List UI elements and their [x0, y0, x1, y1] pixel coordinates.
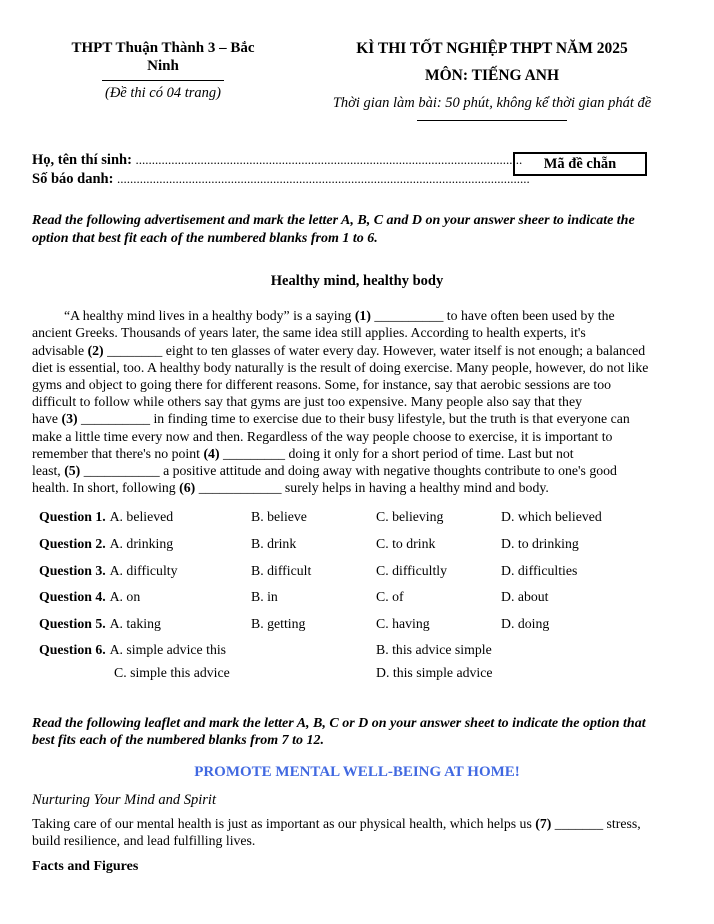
- leaflet-paragraph-line: build resilience, and lead fulfilling lives.: [32, 833, 256, 849]
- header-exam-block: [294, 40, 682, 121]
- leaflet-paragraph: [32, 815, 682, 849]
- option-c: C. difficultly: [376, 562, 448, 578]
- school-name-line1: THPT Thuận Thành 3 – Bắc: [71, 40, 255, 56]
- instruction-blanks-1-6: [32, 212, 682, 247]
- option-c: C. to drink: [376, 536, 436, 552]
- option-c: C. simple this advice: [114, 664, 230, 680]
- passage-title: Healthy mind, healthy body: [270, 273, 444, 290]
- question-cell-a: [39, 535, 251, 552]
- option-c: C. having: [376, 615, 430, 631]
- passage-line: least, (5) ___________ a positive attitude and doing away with negative thoughts contribute to one's good: [32, 463, 617, 479]
- option-d: D. to drinking: [501, 536, 579, 552]
- instruction-line: Read the following leaflet and mark the letter A, B, C or D on your answer sheet to indicate the option that: [32, 715, 646, 731]
- questions-list: [39, 508, 682, 680]
- question-cell-a: [39, 588, 251, 605]
- question-row-2: [39, 535, 682, 552]
- instruction-line: option that best fit each of the numbered blanks from 1 to 6.: [32, 230, 378, 246]
- option-a: A. on: [109, 589, 141, 605]
- question-number: Question 4.: [39, 589, 106, 605]
- passage-line: “A healthy mind lives in a healthy body” is a saying (1) __________ to have often been used by the: [64, 308, 615, 324]
- option-a: A. difficulty: [109, 562, 178, 578]
- student-name-fill-line: .......................................................................................................................: [135, 152, 523, 167]
- option-b: B. drink: [251, 536, 297, 552]
- question-row-6-bottom: [114, 664, 682, 681]
- exam-subject: MÔN: TIẾNG ANH: [424, 67, 560, 84]
- exam-divider-rule: [417, 120, 567, 121]
- leaflet-promo-title: PROMOTE MENTAL WELL-BEING AT HOME!: [194, 764, 520, 781]
- passage-body: [32, 307, 682, 496]
- exam-code-box: Mã đề chẵn: [513, 152, 647, 176]
- question-row-6-top: [39, 641, 682, 658]
- leaflet-subtitle: Nurturing Your Mind and Spirit: [32, 792, 216, 809]
- passage-line: ancient Greeks. Thousands of years later, the same idea still applies. According to health experts, it's: [32, 325, 586, 341]
- pages-note: (Đề thi có 04 trang): [105, 85, 221, 101]
- student-name-label: Họ, tên thí sinh:: [32, 152, 132, 168]
- question-number: Question 3.: [39, 562, 106, 578]
- exam-duration-note: Thời gian làm bài: 50 phút, không kể thời gian phát đề: [332, 95, 652, 111]
- instruction-line: Read the following advertisement and mark the letter A, B, C and D on your answer sheer to indicate the: [32, 213, 635, 228]
- option-b: B. in: [251, 589, 278, 605]
- passage-line: make a little time every now and then. Regardless of the way people choose to exercise, it is important to: [32, 428, 613, 444]
- option-b: B. believe: [251, 509, 307, 525]
- student-id-label: Số báo danh:: [32, 170, 114, 187]
- question-cell-a: [39, 562, 251, 579]
- student-info-section: [32, 151, 682, 188]
- option-c: C. believing: [376, 509, 444, 525]
- option-b: B. getting: [251, 615, 306, 631]
- school-name-line2: Ninh: [147, 57, 179, 74]
- passage-line: diet is essential, too. A healthy body naturally is the result of doing exercise. Many people, however, do not like: [32, 359, 649, 375]
- option-b: B. this advice simple: [376, 642, 492, 658]
- question-cell-a: [39, 615, 251, 632]
- passage-line: gyms and object to going there for different reasons. Some, for instance, say that aerobic sessions are too: [32, 377, 612, 392]
- option-d: D. doing: [501, 615, 550, 631]
- passage-line: difficult to follow while others say that gyms are just too expensive. Many people also say that they: [32, 394, 582, 410]
- school-divider-rule: [102, 80, 224, 81]
- passage-line: advisable (2) ________ eight to ten glasses of water every day. However, water itself is not enough; a balanced: [32, 342, 646, 358]
- question-row-5: [39, 615, 682, 632]
- leaflet-paragraph-line: Taking care of our mental health is just as important as our physical health, which helps us (7) _______ stress,: [32, 816, 641, 832]
- question-row-1: [39, 508, 682, 525]
- question-cell-a: [39, 508, 251, 525]
- passage-line: health. In short, following (6) ____________ surely helps in having a healthy mind and body.: [32, 480, 549, 496]
- question-cell-a: [39, 641, 376, 658]
- question-number: Question 5.: [39, 615, 106, 631]
- option-d: D. difficulties: [501, 562, 578, 578]
- question-row-4: [39, 588, 682, 605]
- question-number: Question 6.: [39, 642, 106, 658]
- passage-line: have (3) __________ in finding time to exercise due to their busy lifestyle, but the truth is that everyone can: [32, 411, 630, 427]
- option-a: A. drinking: [109, 536, 174, 552]
- option-a: A. simple advice this: [109, 642, 227, 658]
- header-school-block: [32, 40, 294, 121]
- option-b: B. difficult: [251, 562, 312, 578]
- instruction-blanks-7-12: [32, 715, 682, 750]
- student-id-fill-line: ...............................................................................................................................: [117, 170, 530, 186]
- option-a: A. taking: [109, 615, 161, 631]
- facts-and-figures-heading: Facts and Figures: [32, 859, 139, 875]
- question-number: Question 1.: [39, 509, 106, 525]
- question-row-3: [39, 562, 682, 579]
- exam-title: KÌ THI TỐT NGHIỆP THPT NĂM 2025: [356, 40, 628, 57]
- option-d: D. about: [501, 589, 549, 605]
- option-d: D. this simple advice: [376, 664, 493, 680]
- document-header: [32, 40, 682, 121]
- question-number: Question 2.: [39, 536, 106, 552]
- option-c: C. of: [376, 589, 404, 605]
- instruction-line: best fits each of the numbered blanks from 7 to 12.: [32, 733, 325, 749]
- option-d: D. which believed: [501, 509, 602, 525]
- passage-line: remember that there's no point (4) _________ doing it only for a short period of time. Last but not: [32, 445, 574, 461]
- option-a: A. believed: [109, 509, 174, 525]
